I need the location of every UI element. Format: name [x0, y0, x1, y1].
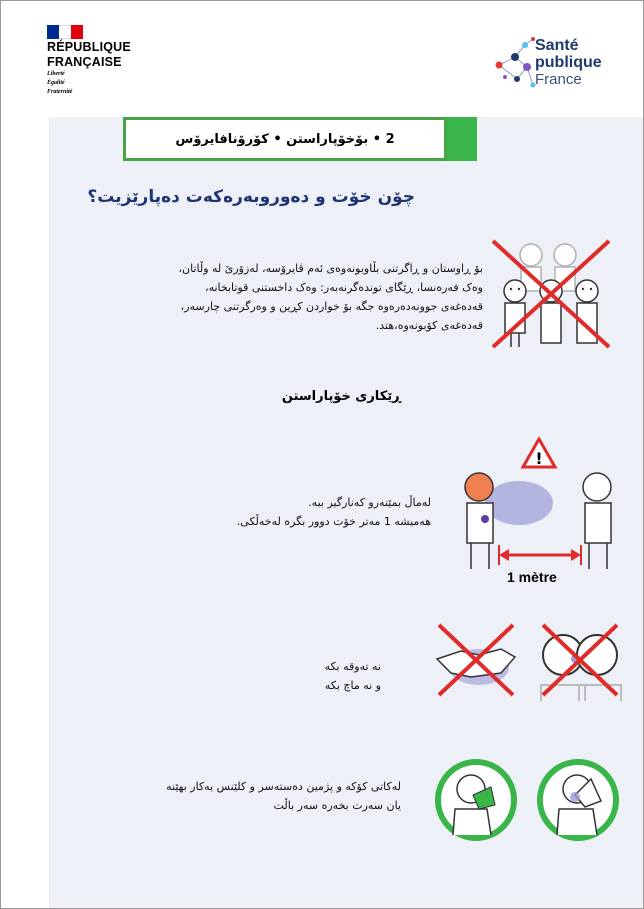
sp-line2: publique — [535, 54, 602, 71]
intro-paragraph — [73, 259, 483, 335]
section-green-tab — [447, 117, 477, 161]
intro-line-4: قەدەغەی کۆبونەوە،هتد. — [375, 319, 483, 332]
sante-publique-france-logo — [535, 37, 602, 88]
section-title-box — [123, 117, 447, 161]
rule3-line-1: لەکاتی کۆکە و پژمین دەستەسر و کلێنس بەکار بهێنە — [166, 780, 401, 793]
section-title: 2 • بۆخۆپاراستن • کۆرۆنافایرۆس — [175, 131, 395, 147]
rf-motto-3: Fraternité — [47, 89, 73, 95]
rule2-line-1: نە تەوقە بکە — [324, 660, 381, 673]
section-number: 2 — [385, 131, 395, 147]
rule-cough-sneeze — [101, 777, 401, 815]
one-metre-label: 1 mètre — [507, 569, 557, 585]
rf-name-line2: FRANÇAISE — [47, 55, 122, 69]
rf-name-line1: RÉPUBLIQUE — [47, 40, 131, 54]
section-title-text: بۆخۆپاراستن • کۆرۆنافایرۆس — [175, 131, 369, 147]
french-flag-icon — [47, 25, 83, 39]
rule-no-handshake-kiss — [281, 657, 381, 695]
no-gathering-icon — [489, 235, 615, 353]
rule1-line-2: هەمیشە 1 مەتر خۆت دوور بگرە لەخەڵکی. — [236, 515, 431, 528]
republique-francaise-logo — [47, 25, 157, 96]
sp-line1: Santé — [535, 37, 579, 54]
svg-text:!: ! — [535, 449, 543, 468]
one-metre-distance-icon — [457, 437, 625, 589]
sneeze-elbow-icon — [535, 757, 621, 843]
rule3-line-2: یان سەرت بخەرە سەر باڵت — [273, 799, 401, 812]
rf-motto-1: Liberté — [47, 71, 65, 77]
protection-rules-heading: ڕێکاری خۆپاراستن — [281, 389, 401, 404]
rule-stay-home — [151, 493, 431, 531]
sp-line3: France — [535, 71, 582, 88]
no-kiss-icon — [535, 621, 625, 701]
rule1-line-1: لەماڵ بمێنەرو کەنارگیر ببە. — [308, 496, 431, 509]
sneeze-tissue-icon — [433, 757, 519, 843]
rule2-line-2: و نە ماچ بکە — [324, 679, 381, 692]
page-heading: چۆن خۆت و دەوروبەرەکەت دەپارێزیت؟ — [87, 187, 415, 207]
rf-motto-2: Égalité — [47, 80, 65, 86]
intro-line-3: قەدەغەی جوونەدەرەوە جگە بۆ خواردن کڕین و وەرگرتنی چارسەر، — [180, 300, 483, 313]
no-handshake-icon — [431, 621, 521, 701]
intro-line-2: وەک فەرەنسا، ڕێگای توندەگرنەبەر: وەک داخستنی قوتابخانە، — [205, 281, 483, 294]
intro-line-1: بۆ ڕاوستان و ڕاگرتنی بڵاوبونەوەی ئەم ڤایرۆسە، لەزۆرێ لە وڵاتان، — [178, 262, 483, 275]
